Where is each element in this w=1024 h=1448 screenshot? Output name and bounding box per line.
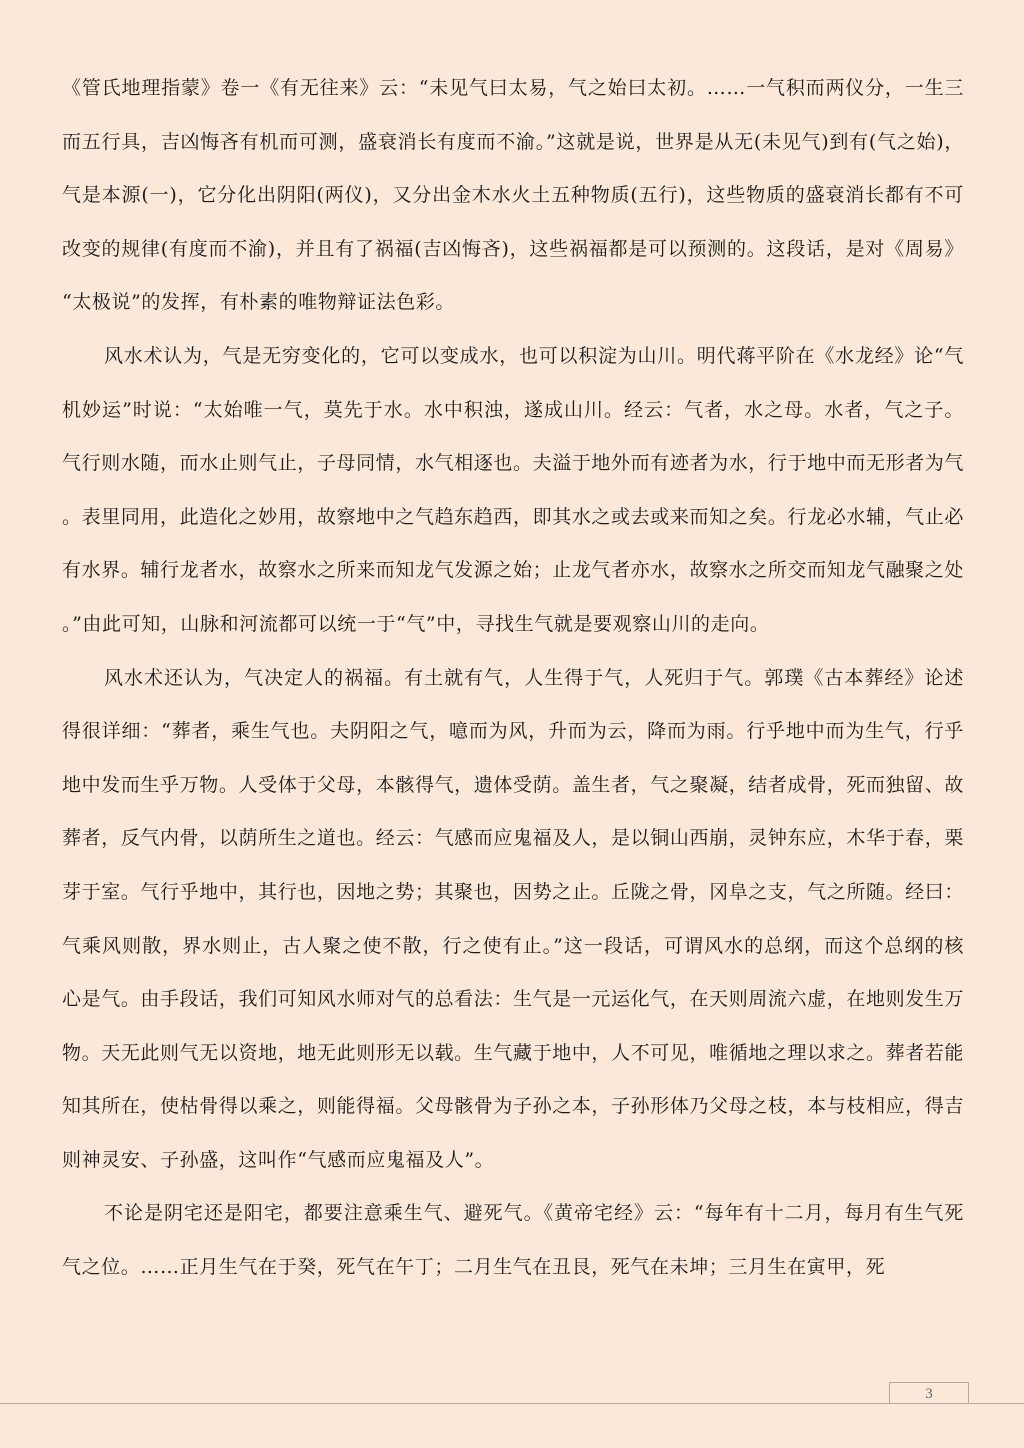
document-body: [62, 62, 964, 1295]
page-number: 3: [889, 1382, 969, 1403]
footer-divider: [0, 1403, 1024, 1404]
paragraph-1: 《管氏地理指蒙》卷一《有无往来》云：“未见气曰太易，气之始曰太初。……一气积而两仪分，一生三而五行具，吉凶悔吝有机而可测，盛衰消长有度而不渝。”这就是说，世界是从无(未见气)到有(气之始)，气是本源(一)，它分化出阴阳(两仪)，又分出金木水火土五种物质(五行)，这些物质的盛衰消长都有不可改变的规律(有度而不渝)，并且有了祸福(吉凶悔吝)，这些祸福都是可以预测的。这段话，是对《周易》“太极说”的发挥，有朴素的唯物辩证法色彩。: [62, 77, 964, 314]
paragraph-2: 风水术认为，气是无穷变化的，它可以变成水，也可以积淀为山川。明代蒋平阶在《水龙经》论“气机妙运”时说：“太始唯一气，莫先于水。水中积浊，遂成山川。经云：气者，水之母。水者，气之子。气行则水随，而水止则气止，子母同情，水气相逐也。夫溢于地外而有迹者为水，行于地中而无形者为气。表里同用，此造化之妙用，故察地中之气趋东趋西，即其水之或去或来而知之矣。行龙必水辅，气止必有水界。辅行龙者水，故察水之所来而知龙气发源之始；止龙气者亦水，故察水之所交而知龙气融聚之处。”由此可知，山脉和河流都可以统一于“气”中，寻找生气就是要观察山川的走向。: [62, 344, 964, 635]
paragraph-3: 风水术还认为，气决定人的祸福。有土就有气，人生得于气，人死归于气。郭璞《古本葬经》论述得很详细：“葬者，乘生气也。夫阴阳之气，噫而为风，升而为云，降而为雨。行乎地中而为生气，行乎地中发而生乎万物。人受体于父母，本骸得气，遗体受荫。盖生者，气之聚凝，结者成骨，死而独留、故葬者，反气内骨，以荫所生之道也。经云：气感而应鬼福及人，是以铜山西崩，灵钟东应，木华于春，栗芽于室。气行乎地中，其行也，因地之势；其聚也，因势之止。丘陇之骨，冈阜之支，气之所随。经曰：气乘风则散，界水则止，古人聚之使不散，行之使有止。”这一段话，可谓风水的总纲，而这个总纲的核心是气。由手段话，我们可知风水师对气的总看法：生气是一元运化气，在天则周流六虚，在地则发生万物。天无此则气无以资地，地无此则形无以载。生气藏于地中，人不可见，唯循地之理以求之。葬者若能知其所在，使枯骨得以乘之，则能得福。父母骸骨为子孙之本，子孙形体乃父母之枝，本与枝相应，得吉则神灵安、子孙盛，这叫作“气感而应鬼福及人”。: [62, 666, 964, 1171]
paragraph-4: 不论是阴宅还是阳宅，都要注意乘生气、避死气。《黄帝宅经》云：“每年有十二月，每月有生气死气之位。……正月生气在于癸，死气在午丁；二月生气在丑艮，死气在未坤；三月生在寅甲，死: [62, 1202, 964, 1279]
